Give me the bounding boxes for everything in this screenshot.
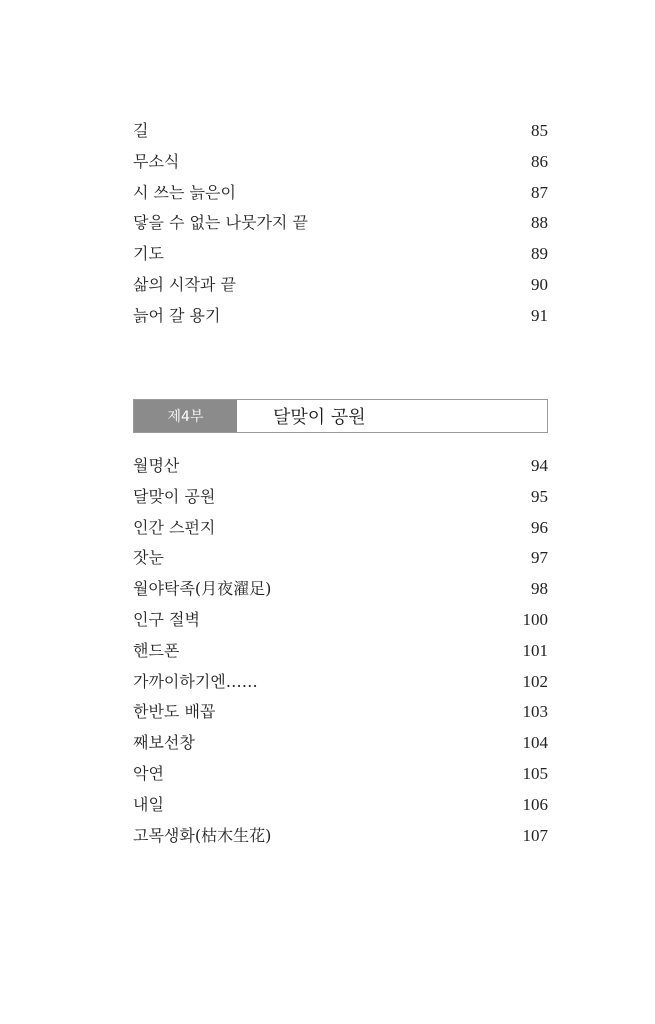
toc-entry (133, 239, 548, 270)
toc-entry-page: 95 (531, 486, 548, 506)
part-title: 달맞이 공원 (273, 407, 366, 428)
toc-entry-title: 가까이하기엔…… (133, 671, 258, 691)
toc-entry (133, 574, 548, 605)
toc-entry-title: 무소식 (133, 151, 180, 171)
toc-entry-title: 잣눈 (133, 548, 164, 568)
toc-entry (133, 147, 548, 178)
part-header (133, 399, 548, 433)
toc-entry-page: 90 (531, 274, 548, 294)
toc-entry (133, 482, 548, 513)
toc-entry-page: 87 (531, 182, 548, 202)
toc-entry-page: 89 (531, 244, 548, 264)
toc-entry-title: 한반도 배꼽 (133, 702, 216, 722)
toc-entry-page: 104 (522, 733, 548, 753)
toc-entry-page: 102 (522, 671, 548, 691)
toc-entry-title: 시 쓰는 늙은이 (133, 182, 236, 202)
toc-entry (133, 667, 548, 698)
toc-entry (133, 116, 548, 147)
toc-entry-page: 86 (531, 151, 548, 171)
toc-entry (133, 178, 548, 209)
toc-entry (133, 821, 548, 852)
toc-entry-page: 88 (531, 213, 548, 233)
toc-entry-title: 늙어 갈 용기 (133, 305, 221, 325)
toc-entry-title: 인간 스펀지 (133, 517, 216, 537)
toc-entry (133, 790, 548, 821)
toc-entry-title: 핸드폰 (133, 640, 180, 660)
toc-entry-title: 월야탁족(月夜濯足) (133, 579, 272, 599)
toc-entry-page: 94 (531, 456, 548, 475)
toc-entry (133, 301, 548, 332)
toc-entry-page: 103 (522, 702, 548, 722)
toc-entry (133, 759, 548, 790)
toc-entry-page: 105 (522, 763, 548, 783)
toc-entry-page: 91 (531, 305, 548, 325)
toc-entry (133, 636, 548, 667)
toc-entry-page: 107 (522, 825, 548, 845)
toc-entry (133, 605, 548, 636)
toc-entry-page: 85 (531, 121, 548, 140)
toc-entry-title: 째보선창 (133, 733, 195, 753)
toc-entry (133, 513, 548, 544)
toc-entry-title: 달맞이 공원 (133, 486, 216, 506)
toc-entry-title: 내일 (133, 794, 164, 814)
toc-entry-title: 인구 절벽 (133, 609, 200, 629)
toc-entry-title: 고목생화(枯木生花) (133, 825, 272, 845)
toc-entry (133, 270, 548, 301)
toc-entry-page: 96 (531, 517, 548, 537)
toc-entry-title: 악연 (133, 763, 164, 783)
toc-entry-title: 삶의 시작과 끝 (133, 274, 236, 294)
toc-entry-title: 월명산 (133, 456, 180, 475)
toc-entry (133, 451, 548, 482)
toc-entry (133, 728, 548, 759)
part-label: 제4부 (134, 400, 237, 432)
toc-entry-title: 닿을 수 없는 나뭇가지 끝 (133, 213, 308, 233)
toc-section-previous (133, 116, 548, 332)
toc-entry-page: 97 (531, 548, 548, 568)
toc-entry (133, 208, 548, 239)
toc-entry (133, 543, 548, 574)
toc-entry-page: 106 (522, 794, 548, 814)
toc-entry-page: 101 (522, 640, 548, 660)
toc-section-part4 (133, 451, 548, 851)
toc-entry-page: 98 (531, 579, 548, 599)
toc-entry (133, 697, 548, 728)
toc-entry-page: 100 (522, 609, 548, 629)
toc-entry-title: 길 (133, 121, 149, 140)
toc-entry-title: 기도 (133, 244, 164, 264)
